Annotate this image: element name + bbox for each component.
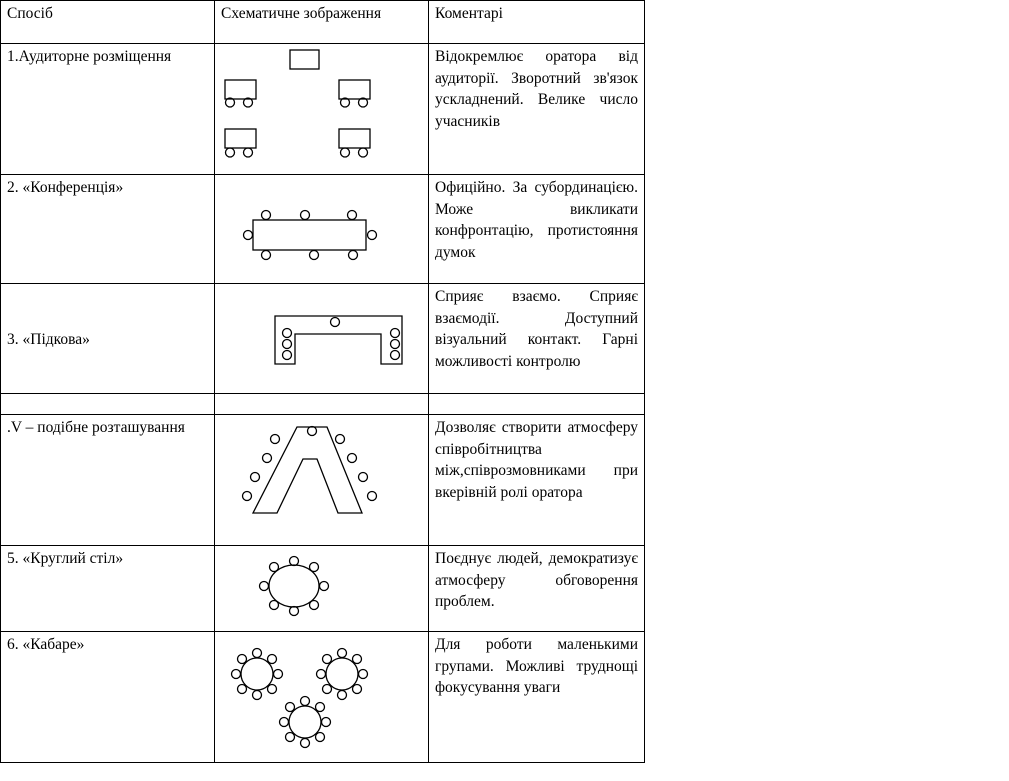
method-cell: 5. «Круглий стіл» xyxy=(1,546,215,632)
method-cell: 1.Аудиторне розміщення xyxy=(1,44,215,175)
header-diagram: Схематичне зображення xyxy=(215,1,429,44)
table-row-empty xyxy=(1,394,645,415)
diagram-cell xyxy=(215,44,429,175)
comment-cell: Відокремлює оратора від аудиторії. Зворотний зв'язок ускладнений. Велике число учасників xyxy=(429,44,645,175)
table-row xyxy=(1,546,645,632)
round-table-diagram xyxy=(215,546,416,632)
method-cell: 6. «Кабаре» xyxy=(1,632,215,763)
method-cell: 2. «Конференція» xyxy=(1,175,215,284)
v-shape-diagram xyxy=(215,415,416,546)
method-cell: 3. «Підкова» xyxy=(1,284,215,394)
horseshoe-diagram xyxy=(215,284,416,394)
diagram-cell xyxy=(215,175,429,284)
table-row xyxy=(1,415,645,546)
diagram-cell xyxy=(215,415,429,546)
comment-cell: Дозволяє створити атмосферу співробітництва між,співрозмовниками при вкерівній ролі оратора xyxy=(429,415,645,546)
conference-diagram xyxy=(215,175,416,284)
comment-cell: Сприяє взаємо. Сприяє взаємодії. Доступний візуальний контакт. Гарні можливості контролю xyxy=(429,284,645,394)
comment-cell: Офиційно. За субординацією. Може викликати конфронтацію, протистояння думок xyxy=(429,175,645,284)
table-row xyxy=(1,284,645,394)
header-row xyxy=(1,1,645,44)
method-cell: .V – подібне розташування xyxy=(1,415,215,546)
diagram-cell xyxy=(215,284,429,394)
header-method: Спосіб xyxy=(1,1,215,44)
auditorium-diagram xyxy=(215,44,416,175)
diagram-cell xyxy=(215,632,429,763)
cabaret-diagram xyxy=(215,632,416,763)
table-row xyxy=(1,175,645,284)
table-row xyxy=(1,44,645,175)
comment-cell: Поєднує людей, демократизує атмосферу обговорення проблем. xyxy=(429,546,645,632)
comment-cell: Для роботи маленькими групами. Можливі труднощі фокусування уваги xyxy=(429,632,645,763)
table-row xyxy=(1,632,645,763)
header-comment: Коментарі xyxy=(429,1,645,44)
diagram-cell xyxy=(215,546,429,632)
